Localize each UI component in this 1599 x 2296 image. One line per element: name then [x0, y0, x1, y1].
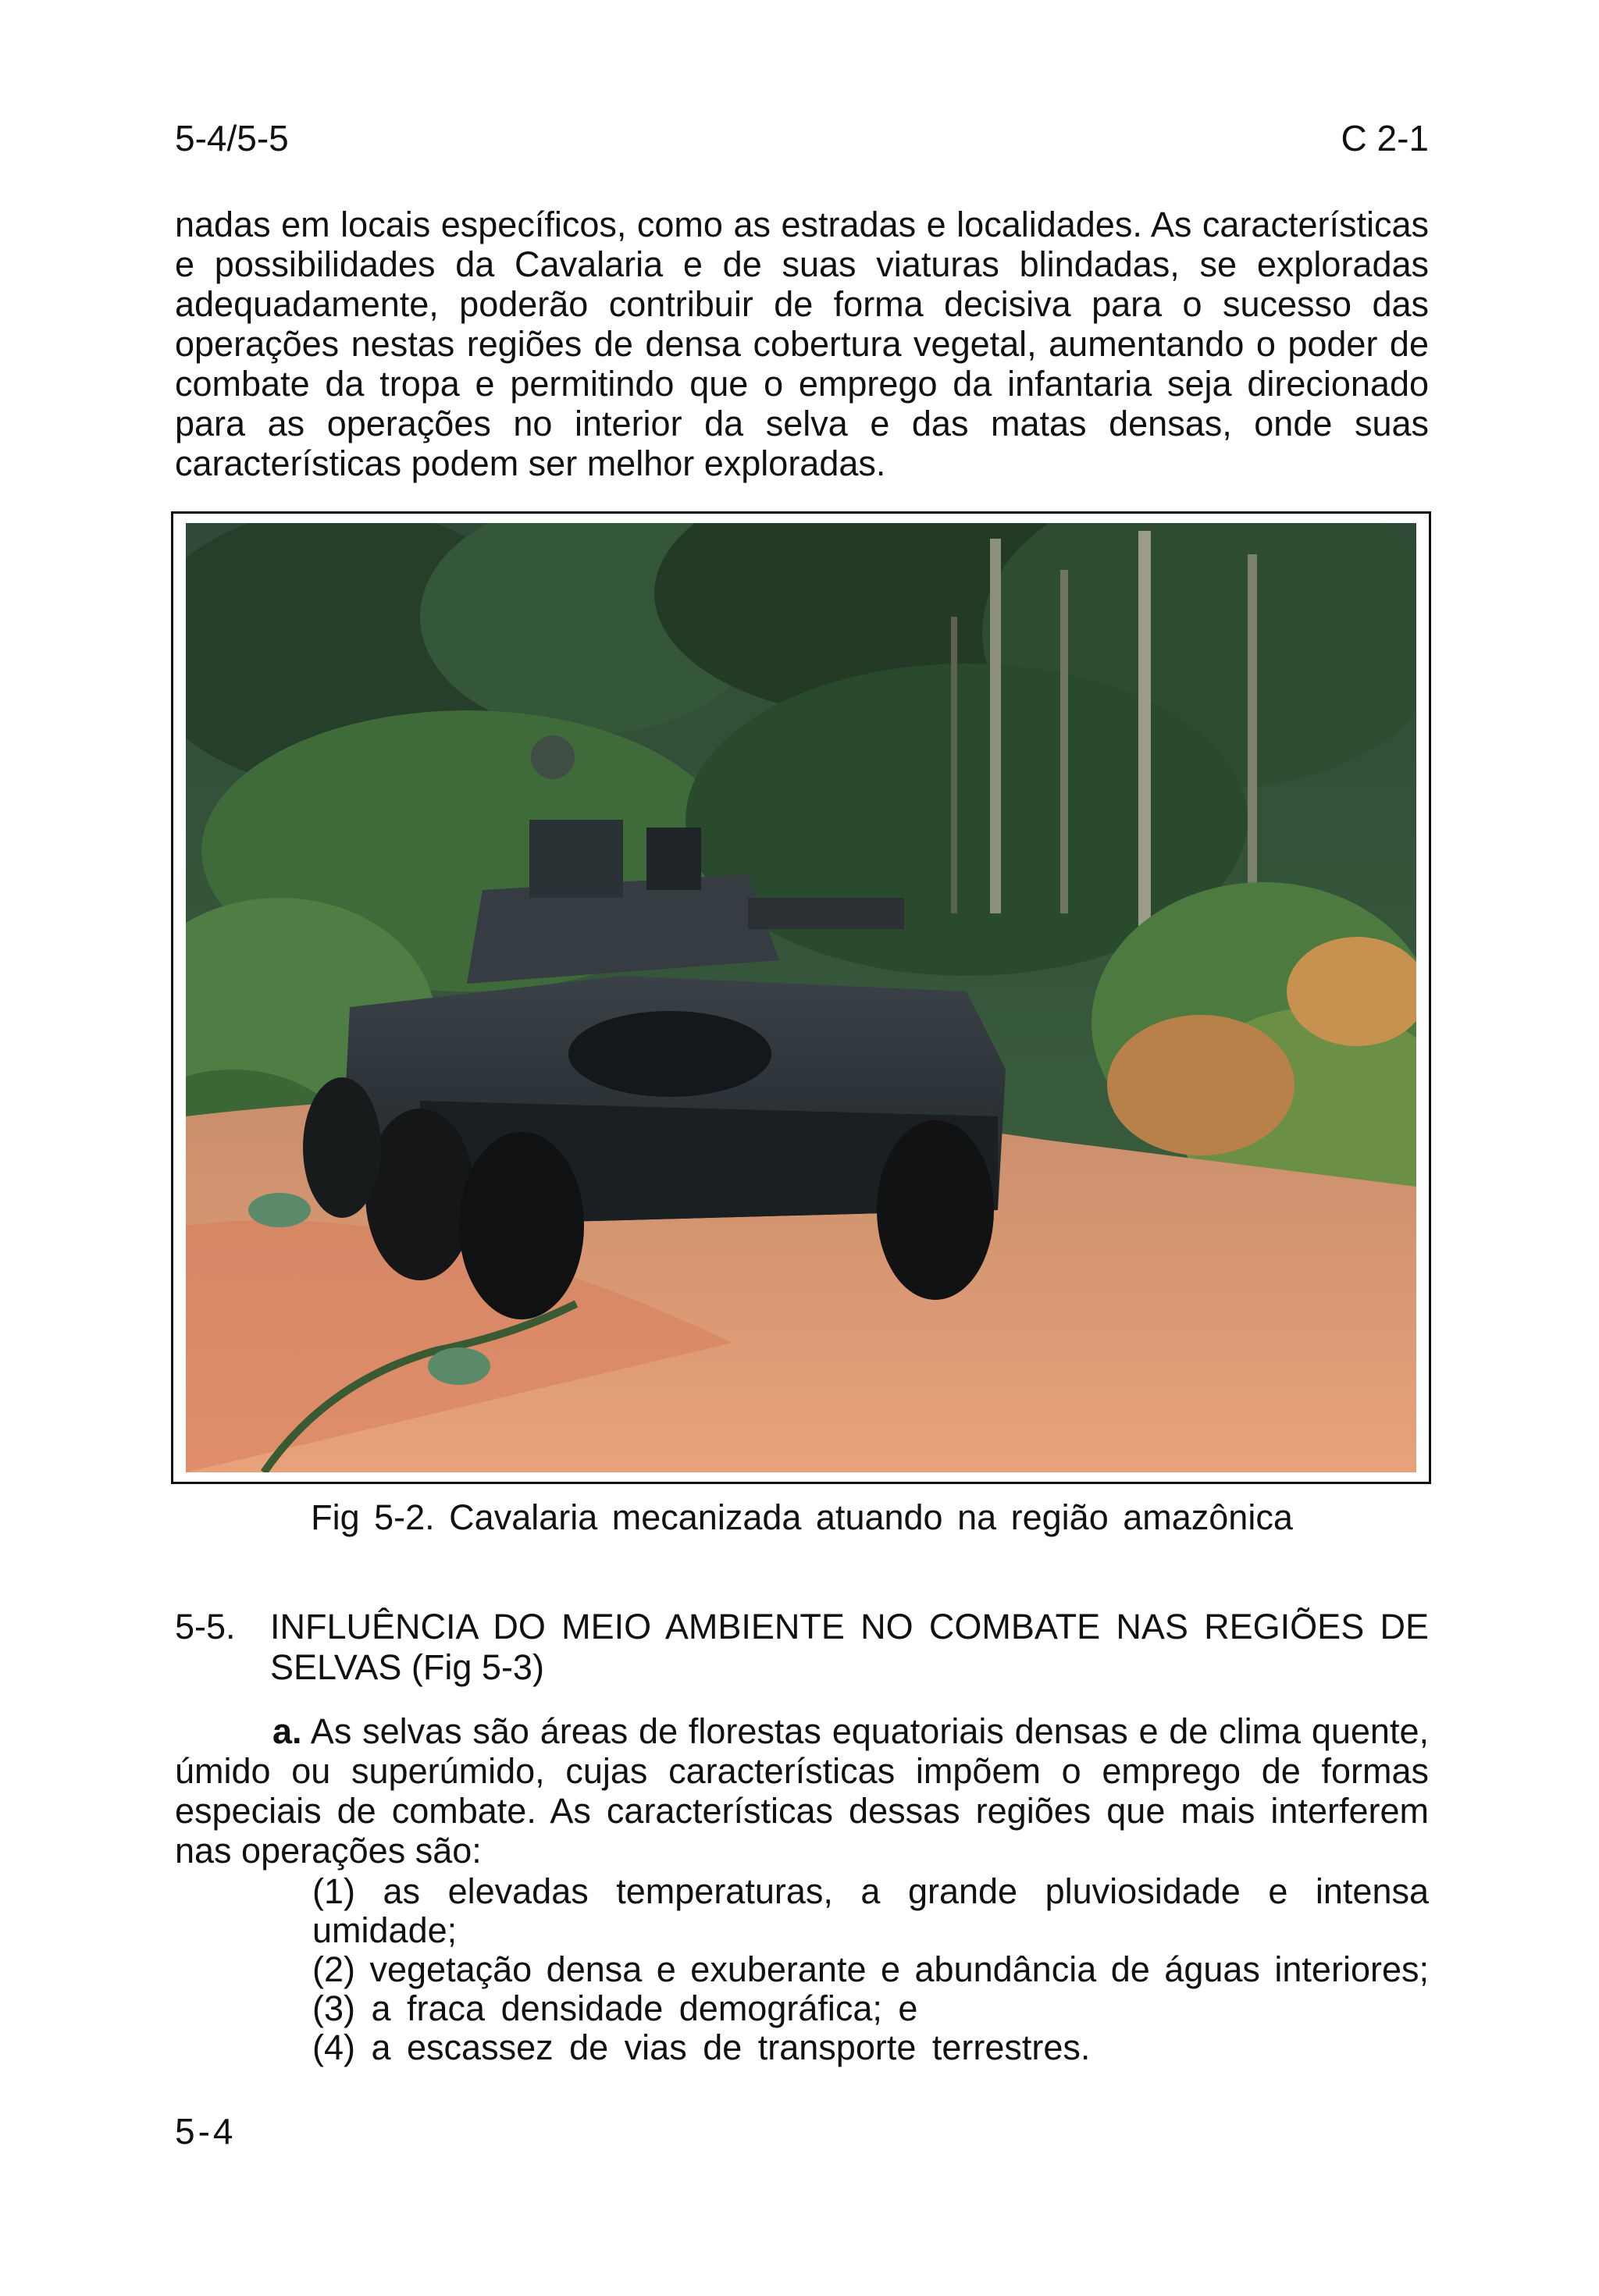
- section-title: INFLUÊNCIA DO MEIO AMBIENTE NO COMBATE NAS REGIÕES DE SELVAS (Fig 5-3): [270, 1607, 1429, 1687]
- list-item: (1) as elevadas temperaturas, a grande pluviosidade e intensa umidade;: [312, 1871, 1429, 1950]
- list-item: (4) a escassez de vias de transporte terrestres.: [312, 2027, 1091, 2067]
- header-section-ref: 5-4/5-5: [175, 118, 289, 158]
- characteristics-list: [312, 1872, 1429, 2067]
- figure-frame: [171, 511, 1431, 1484]
- intro-paragraph: nadas em locais específicos, como as estradas e localidades. As características e possibilidades da Cavalaria e de suas viaturas blindadas, se exploradas adequadamente, poderão contribuir de forma decisiva para o sucesso das operações nestas regiões de densa cobertura vegetal, aumentando o poder de combate da tropa e permitindo que o emprego da infantaria seja direcionado para as operações no interior da selva e das matas densas, onde suas características podem ser melhor exploradas.: [175, 205, 1429, 483]
- list-item: (3) a fraca densidade demográfica; e: [312, 1988, 918, 2028]
- running-head: [175, 117, 1429, 164]
- paragraph-a-text: As selvas são áreas de florestas equatoriais densas e de clima quente, úmido ou superúmido, cujas características impõem o emprego de formas especiais de combate. As características dessas regiões que mais interferem nas operações são:: [175, 1711, 1429, 1871]
- figure-caption: Fig 5-2. Cavalaria mecanizada atuando na região amazônica: [311, 1497, 1293, 1537]
- section-number: 5-5.: [175, 1607, 236, 1646]
- armored-vehicle-photo: [186, 523, 1416, 1472]
- list-item: (2) vegetação densa e exuberante e abundância de águas interiores;: [312, 1949, 1429, 1989]
- paragraph-a: [175, 1711, 1429, 1871]
- page-number: 5-4: [175, 2111, 237, 2152]
- paragraph-a-letter: a.: [272, 1711, 302, 1751]
- header-manual-code: C 2-1: [1341, 118, 1429, 158]
